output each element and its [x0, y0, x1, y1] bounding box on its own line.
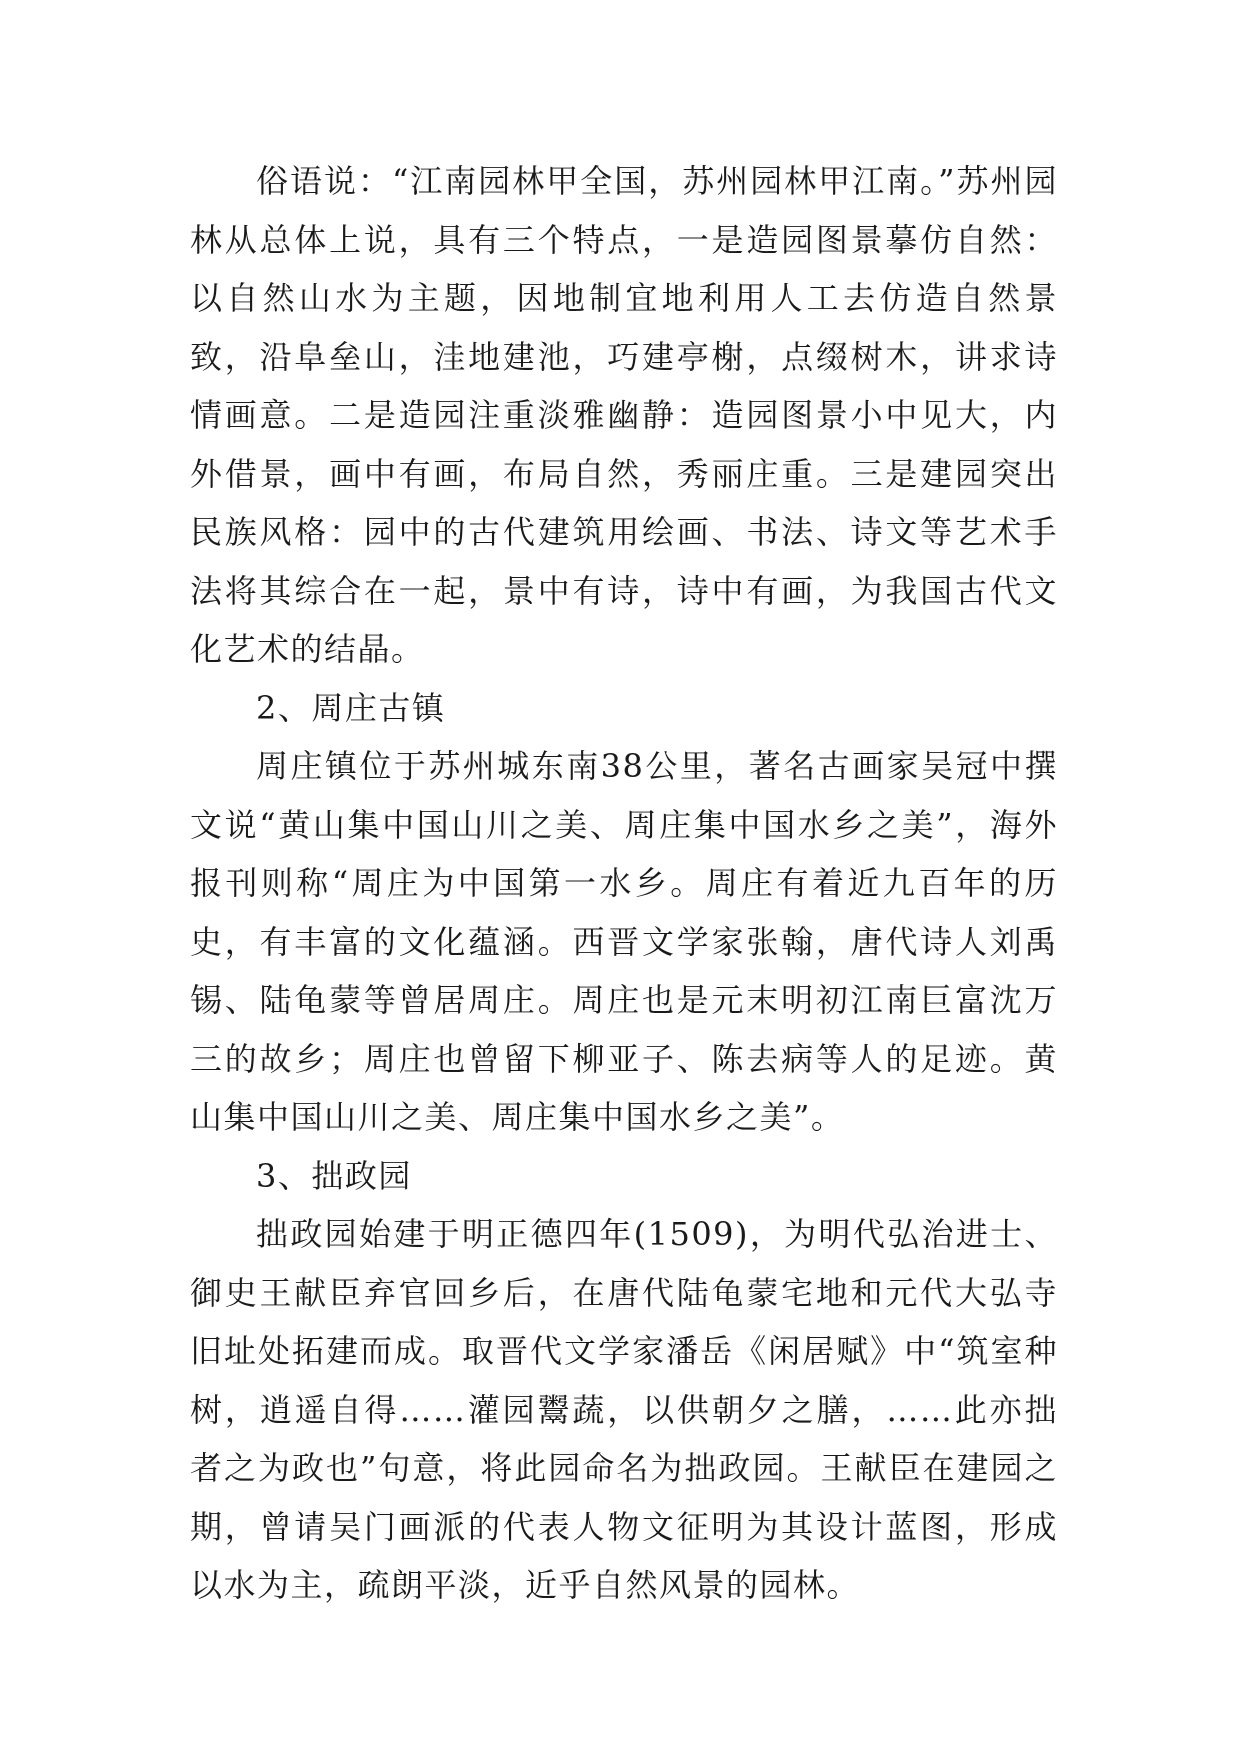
section-heading-humble-administrator-garden: 3、拙政园 — [256, 1156, 412, 1195]
paragraph-suzhou-gardens: 俗语说：“江南园林甲全国，苏州园林甲江南。”苏州园林从总体上说，具有三个特点，一是造园图景摹仿自然：以自然山水为主题，因地制宜地利用人工去仿造自然景致，沿阜垒山，洼地建池，巧建亭榭，点缀树木，讲求诗情画意。二是造园注重淡雅幽静：造园图景小中见大，内外借景，画中有画，布局自然，秀丽庄重。三是建园突出民族风格：园中的古代建筑用绘画、书法、诗文等艺术手法将其综合在一起，景中有诗，诗中有画，为我国古代文化艺术的结晶。 — [190, 162, 1058, 668]
document-body — [190, 152, 1058, 1615]
paragraph-humble-administrator-garden: 拙政园始建于明正德四年(1509)，为明代弘治进士、御史王献臣弃官回乡后，在唐代陆龟蒙宅地和元代大弘寺旧址处拓建而成。取晋代文学家潘岳《闲居赋》中“筑室种树，逍遥自得……灌园鬻蔬，以供朝夕之膳，……此亦拙者之为政也”句意，将此园命名为拙政园。王献臣在建园之期，曾请吴门画派的代表人物文征明为其设计蓝图，形成以水为主，疏朗平淡，近乎自然风景的园林。 — [190, 1215, 1058, 1604]
section-heading-zhouzhuang: 2、周庄古镇 — [256, 688, 446, 727]
paragraph-zhouzhuang: 周庄镇位于苏州城东南38公里，著名古画家吴冠中撰文说“黄山集中国山川之美、周庄集中国水乡之美”，海外报刊则称“周庄为中国第一水乡。周庄有着近九百年的历史，有丰富的文化蕴涵。西晋文学家张翰，唐代诗人刘禹锡、陆龟蒙等曾居周庄。周庄也是元末明初江南巨富沈万三的故乡；周庄也曾留下柳亚子、陈去病等人的足迹。黄山集中国山川之美、周庄集中国水乡之美”。 — [190, 747, 1058, 1136]
